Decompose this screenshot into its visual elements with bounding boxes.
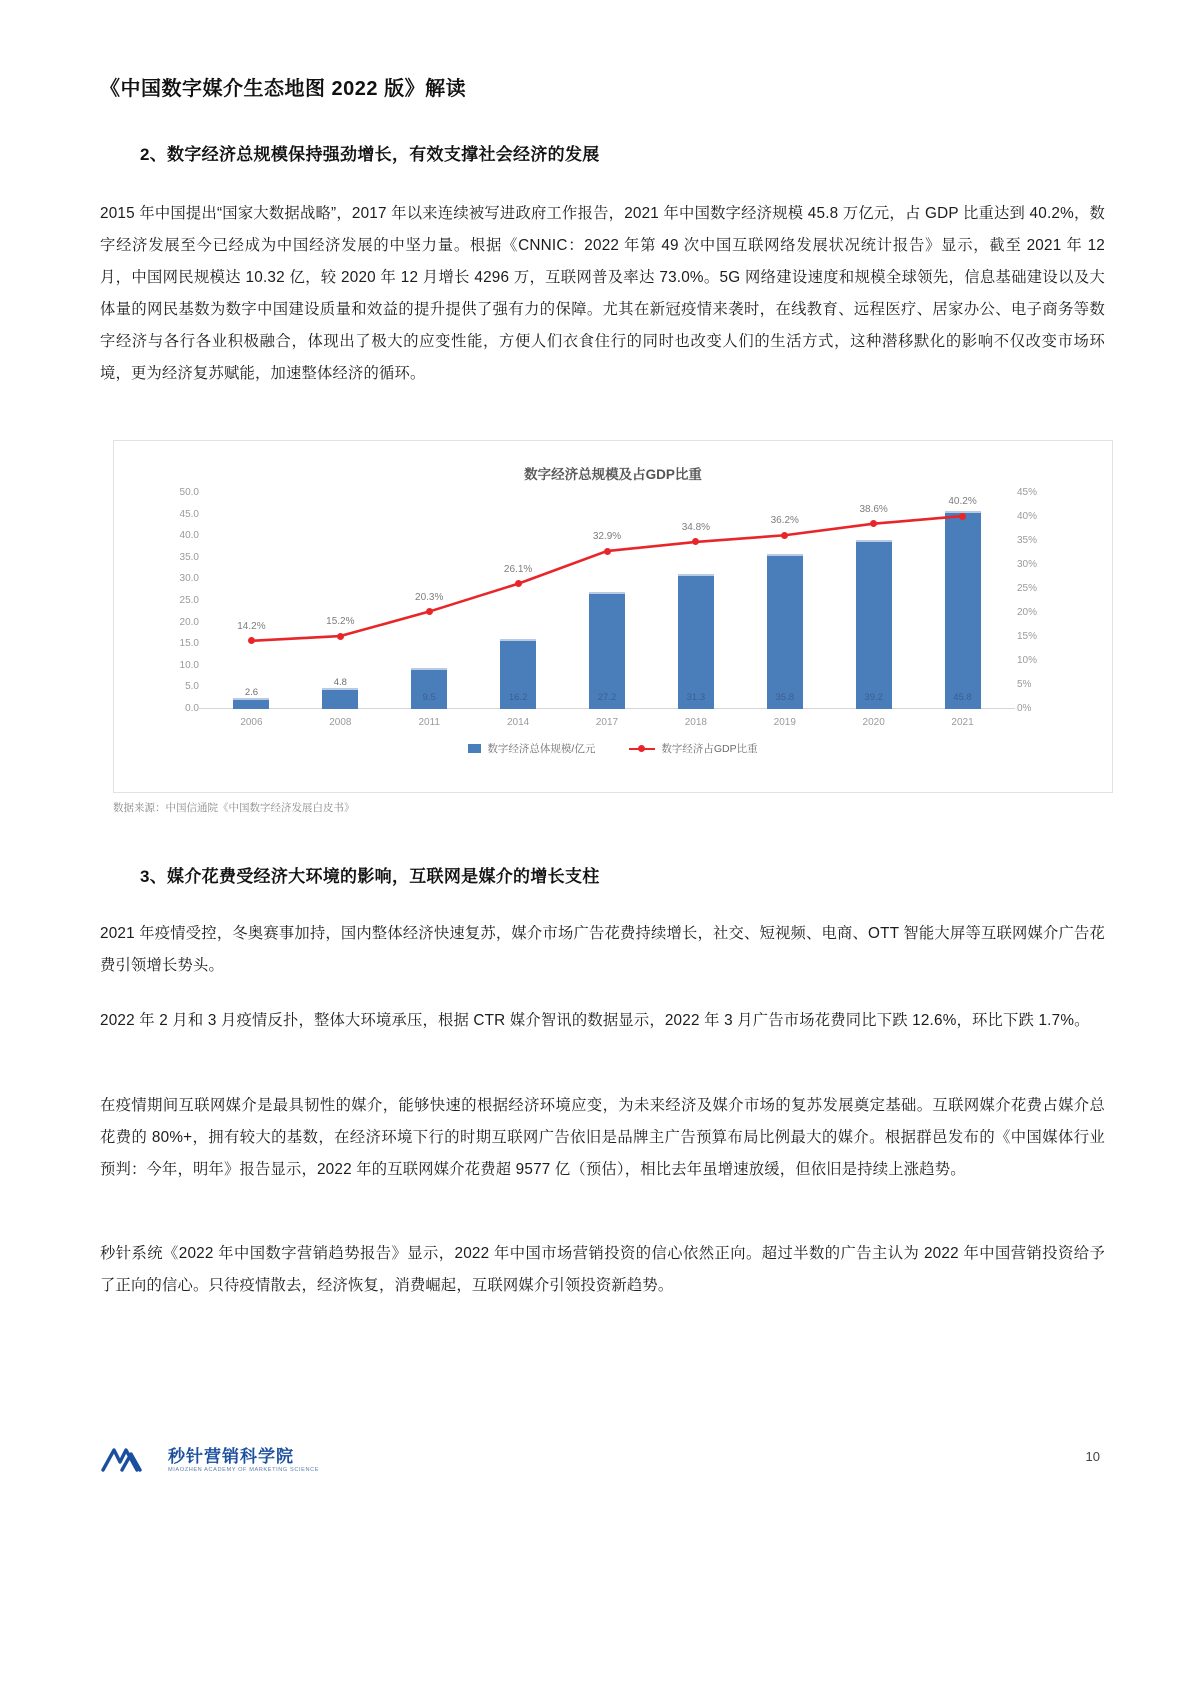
- chart-legend: [114, 741, 1112, 756]
- y-axis-right-tick: 5%: [1017, 679, 1032, 690]
- section-heading-3: 3、媒介花费受经济大环境的影响，互联网是媒介的增长支柱: [140, 867, 600, 886]
- chart-line-point: [337, 633, 344, 640]
- x-axis-tick: 2017: [595, 717, 619, 728]
- x-axis-tick: 2018: [684, 717, 707, 728]
- chart-bar-value-label: 45.8: [953, 692, 972, 703]
- x-axis-tick: 2006: [240, 717, 263, 728]
- y-axis-right-tick: 10%: [1017, 655, 1038, 666]
- page-title: 《中国数字媒介生态地图 2022 版》解读: [100, 78, 467, 100]
- y-axis-left-tick: 10.0: [179, 659, 199, 671]
- chart-line-value-label: 32.9%: [592, 531, 622, 543]
- legend-item-bar: [468, 741, 595, 756]
- y-axis-right-tick: 35%: [1017, 535, 1038, 546]
- y-axis-right-tick: 45%: [1017, 487, 1038, 498]
- chart-line-value-label: 14.2%: [237, 620, 266, 632]
- x-axis-tick: 2020: [862, 717, 885, 728]
- chart-bar-value-label: 9.5: [422, 692, 436, 703]
- x-axis-tick: 2008: [329, 717, 352, 728]
- section-3-paragraph-2: 2022 年 2 月和 3 月疫情反扑，整体大环境承压，根据 CTR 媒介智讯的数据显示，2022 年 3 月广告市场花费同比下跌 12.6%，环比下跌 1.7%。: [100, 1012, 1090, 1029]
- y-axis-left-tick: 35.0: [179, 551, 199, 563]
- legend-line-marker-icon: [629, 748, 655, 750]
- chart-line-value-label: 20.3%: [415, 591, 444, 603]
- chart-bar-value-label: 16.2: [508, 692, 528, 703]
- chart-line-value-label: 40.2%: [948, 496, 977, 508]
- y-axis-left-tick: 50.0: [179, 487, 199, 498]
- legend-item-line: [629, 741, 757, 756]
- miaozhen-logo-icon: [100, 1440, 156, 1480]
- y-axis-right-tick: 20%: [1017, 607, 1038, 618]
- y-axis-left-tick: 0.0: [185, 703, 199, 714]
- y-axis-right-tick: 0%: [1017, 703, 1032, 714]
- y-axis-right-tick: 30%: [1017, 559, 1038, 570]
- chart-line-point: [604, 548, 611, 555]
- footer-logo-cn: 秒针营销科学院: [168, 1447, 294, 1467]
- footer-logo-en: MIAOZHEN ACADEMY OF MARKETING SCIENCE: [168, 1466, 320, 1473]
- chart-line-point: [959, 513, 966, 520]
- chart-line-value-label: 36.2%: [770, 515, 799, 527]
- chart-bar-value-label: 27.2: [597, 692, 617, 703]
- chart-line-point: [515, 580, 522, 587]
- y-axis-left-tick: 5.0: [185, 681, 199, 693]
- legend-bar-swatch-icon: [468, 744, 481, 753]
- section-2-paragraph-1: 2015 年中国提出“国家大数据战略”，2017 年以来连续被写进政府工作报告，2021 年中国数字经济规模 45.8 万亿元，占 GDP 比重达到 40.2%，数字经济发展至今已经成为中国经济发展的中坚力量。根据《CNNIC：2022 年第 49 次中国互联网络发展状况统计报告》显示，截至 2021 年 12 月，中国网民规模达 10.32 亿，较 2020 年 12 月增长 4296 万，互联网普及率达 73.0%。5G 网络建设速度和规模全球领先，信息基础建设以及大体量的网民基数为数字中国建设质量和效益的提升提供了强有力的保障。尤其在新冠疫情来袭时，在线教育、远程医疗、居家办公、电子商务等数字经济与各行各业积极融合，体现出了极大的应变性能，方便人们衣食住行的同时也改变人们的生活方式，这种潜移默化的影响不仅改变市场环境，更为经济复苏赋能，加速整体经济的循环。: [100, 205, 1105, 382]
- page-number: 10: [1085, 1449, 1100, 1464]
- chart-source-note: 数据来源：中国信通院《中国数字经济发展白皮书》: [113, 802, 355, 814]
- x-axis-tick: 2021: [951, 717, 974, 728]
- chart-plot-area: [179, 487, 1038, 728]
- y-axis-left-tick: 40.0: [179, 530, 199, 542]
- chart-bar-value-label: 2.6: [244, 686, 259, 698]
- footer-logo: [100, 1440, 319, 1480]
- chart-line-point: [426, 608, 433, 615]
- y-axis-left-tick: 25.0: [179, 595, 199, 606]
- x-axis-tick: 2014: [506, 717, 530, 728]
- section-3-paragraph-4: 秒针系统《2022 年中国数字营销趋势报告》显示，2022 年中国市场营销投资的信心依然正向。超过半数的广告主认为 2022 年中国营销投资给予了正向的信心。只待疫情散去，经济恢复，消费崛起，互联网媒介引领投资新趋势。: [100, 1245, 1105, 1294]
- chart-line-series: [207, 493, 1007, 709]
- section-3-paragraph-3: 在疫情期间互联网媒介是最具韧性的媒介，能够快速的根据经济环境应变，为未来经济及媒介市场的复苏发展奠定基础。互联网媒介花费占媒介总花费的 80%+，拥有较大的基数，在经济环境下行的时期互联网广告依旧是品牌主广告预算布局比例最大的媒介。根据群邑发布的《中国媒体行业预判：今年，明年》报告显示，2022 年的互联网媒介花费超 9577 亿（预估），相比去年虽增速放缓，但依旧是持续上涨趋势。: [100, 1097, 1105, 1178]
- section-heading-2: 2、数字经济总规模保持强劲增长，有效支撑社会经济的发展: [140, 145, 600, 164]
- y-axis-right-tick: 25%: [1017, 583, 1038, 594]
- y-axis-right-tick: 15%: [1017, 631, 1038, 642]
- chart-bar-value-label: 4.8: [333, 677, 347, 689]
- legend-bar-label: 数字经济总体规模/亿元: [487, 743, 596, 755]
- section-3-paragraph-1: 2021 年疫情受控，冬奥赛事加持，国内整体经济快速复苏，媒介市场广告花费持续增长，社交、短视频、电商、OTT 智能大屏等互联网媒介广告花费引领增长势头。: [100, 925, 1105, 974]
- chart-bar-value-label: 35.8: [775, 692, 795, 703]
- x-axis-tick: 2019: [773, 717, 796, 728]
- chart-bar-value-label: 39.2: [864, 692, 883, 703]
- y-axis-left-tick: 20.0: [179, 616, 199, 628]
- chart-line-value-label: 15.2%: [326, 616, 355, 628]
- legend-line-label: 数字经济占GDP比重: [661, 743, 758, 755]
- chart-line-value-label: 38.6%: [859, 503, 888, 515]
- chart-line-point: [781, 532, 788, 539]
- y-axis-left-tick: 30.0: [179, 573, 199, 585]
- chart-line-value-label: 34.8%: [681, 521, 711, 533]
- chart-line-value-label: 26.1%: [503, 563, 533, 575]
- y-axis-left-tick: 15.0: [179, 638, 199, 650]
- y-axis-right-tick: 40%: [1017, 511, 1038, 522]
- chart-bar-value-label: 31.3: [686, 692, 706, 703]
- x-axis-tick: 2011: [418, 717, 440, 728]
- chart-title: 数字经济总规模及占GDP比重: [524, 467, 702, 482]
- chart-container: [113, 440, 1113, 793]
- y-axis-left-tick: 45.0: [179, 508, 199, 520]
